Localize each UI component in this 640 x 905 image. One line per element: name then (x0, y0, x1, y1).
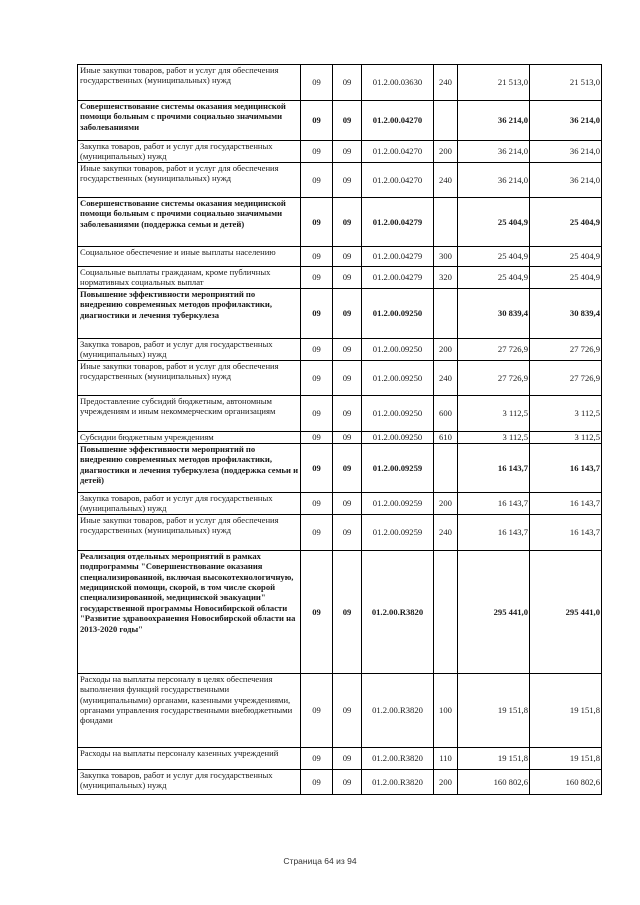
subsection-code: 09 (333, 101, 362, 141)
amount-2: 27 726,9 (530, 360, 602, 395)
amount-1: 16 143,7 (458, 514, 530, 550)
target-article-code: 01.2.00.R3820 (362, 550, 434, 673)
subsection-code: 09 (333, 198, 362, 247)
target-article-code: 01.2.00.09259 (362, 492, 434, 514)
section-code: 09 (301, 673, 333, 747)
expense-name: Социальное обеспечение и иные выплаты населению (78, 247, 301, 267)
expense-name: Повышение эффективности мероприятий по внедрению современных методов профилактики, диагностики и лечения туберкулеза (поддержка семьи и детей) (78, 443, 301, 492)
amount-1: 19 151,8 (458, 673, 530, 747)
target-article-code: 01.2.00.09259 (362, 514, 434, 550)
expense-type-code: 200 (434, 492, 458, 514)
table-row (78, 395, 602, 431)
target-article-code: 01.2.00.04279 (362, 198, 434, 247)
amount-1: 3 112,5 (458, 431, 530, 443)
expense-name: Расходы на выплаты персоналу в целях обеспечения выполнения функций государственными (муниципальными) органами, казенными учреждениями, органами управления государственными внебюджетными фондами (78, 673, 301, 747)
budget-table (77, 64, 602, 795)
section-code: 09 (301, 514, 333, 550)
target-article-code: 01.2.00.04270 (362, 141, 434, 163)
amount-1: 25 404,9 (458, 267, 530, 289)
amount-2: 160 802,6 (530, 769, 602, 794)
subsection-code: 09 (333, 769, 362, 794)
amount-1: 295 441,0 (458, 550, 530, 673)
page-footer: Страница 64 из 94 (283, 856, 357, 866)
table-row (78, 550, 602, 673)
table-row (78, 338, 602, 360)
section-code: 09 (301, 360, 333, 395)
table-row (78, 267, 602, 289)
table-row (78, 198, 602, 247)
expense-type-code (434, 550, 458, 673)
expense-type-code: 600 (434, 395, 458, 431)
target-article-code: 01.2.00.09250 (362, 431, 434, 443)
target-article-code: 01.2.00.R3820 (362, 673, 434, 747)
expense-type-code: 240 (434, 163, 458, 198)
table-row (78, 65, 602, 101)
target-article-code: 01.2.00.09250 (362, 338, 434, 360)
subsection-code: 09 (333, 431, 362, 443)
amount-2: 30 839,4 (530, 288, 602, 338)
section-code: 09 (301, 492, 333, 514)
target-article-code: 01.2.00.03630 (362, 65, 434, 101)
target-article-code: 01.2.00.09250 (362, 360, 434, 395)
subsection-code: 09 (333, 673, 362, 747)
amount-1: 16 143,7 (458, 492, 530, 514)
expense-name: Субсидии бюджетным учреждениям (78, 431, 301, 443)
section-code: 09 (301, 288, 333, 338)
table-row (78, 443, 602, 492)
section-code: 09 (301, 443, 333, 492)
amount-2: 25 404,9 (530, 267, 602, 289)
subsection-code: 09 (333, 395, 362, 431)
section-code: 09 (301, 141, 333, 163)
table-row (78, 247, 602, 267)
amount-2: 19 151,8 (530, 673, 602, 747)
target-article-code: 01.2.00.04279 (362, 247, 434, 267)
expense-type-code: 110 (434, 747, 458, 769)
subsection-code: 09 (333, 65, 362, 101)
expense-name: Расходы на выплаты персоналу казенных учреждений (78, 747, 301, 769)
subsection-code: 09 (333, 247, 362, 267)
amount-1: 36 214,0 (458, 163, 530, 198)
amount-1: 27 726,9 (458, 338, 530, 360)
amount-2: 36 214,0 (530, 141, 602, 163)
amount-2: 3 112,5 (530, 431, 602, 443)
amount-1: 30 839,4 (458, 288, 530, 338)
section-code: 09 (301, 198, 333, 247)
target-article-code: 01.2.00.09250 (362, 395, 434, 431)
amount-1: 36 214,0 (458, 141, 530, 163)
subsection-code: 09 (333, 360, 362, 395)
expense-type-code (434, 443, 458, 492)
expense-type-code: 200 (434, 141, 458, 163)
amount-1: 3 112,5 (458, 395, 530, 431)
expense-name: Совершенствование системы оказания медицинской помощи больным с прочими социально значимыми заболеваниями (поддержка семьи и детей) (78, 198, 301, 247)
section-code: 09 (301, 338, 333, 360)
expense-name: Предоставление субсидий бюджетным, автономным учреждениям и иным некоммерческим организациям (78, 395, 301, 431)
subsection-code: 09 (333, 550, 362, 673)
amount-1: 27 726,9 (458, 360, 530, 395)
amount-1: 160 802,6 (458, 769, 530, 794)
subsection-code: 09 (333, 747, 362, 769)
section-code: 09 (301, 769, 333, 794)
section-code: 09 (301, 431, 333, 443)
table-row (78, 101, 602, 141)
target-article-code: 01.2.00.R3820 (362, 747, 434, 769)
expense-name: Социальные выплаты гражданам, кроме публичных нормативных социальных выплат (78, 267, 301, 289)
expense-type-code: 200 (434, 338, 458, 360)
expense-name: Иные закупки товаров, работ и услуг для обеспечения государственных (муниципальных) нужд (78, 163, 301, 198)
amount-2: 16 143,7 (530, 492, 602, 514)
section-code: 09 (301, 65, 333, 101)
amount-1: 25 404,9 (458, 198, 530, 247)
expense-type-code: 240 (434, 360, 458, 395)
table-row (78, 769, 602, 794)
amount-1: 36 214,0 (458, 101, 530, 141)
section-code: 09 (301, 267, 333, 289)
amount-1: 19 151,8 (458, 747, 530, 769)
subsection-code: 09 (333, 443, 362, 492)
target-article-code: 01.2.00.04270 (362, 163, 434, 198)
table-row (78, 163, 602, 198)
expense-type-code: 100 (434, 673, 458, 747)
amount-2: 19 151,8 (530, 747, 602, 769)
target-article-code: 01.2.00.04279 (362, 267, 434, 289)
expense-name: Реализация отдельных мероприятий в рамках подпрограммы "Совершенствование оказания специализированной, включая высокотехнологичную, медицинской помощи, скорой, в том числе скорой специализированной, медицинской эвакуации" государственной программы Новосибирской области "Развитие здравоохранения Новосибирской области на 2013-2020 годы" (78, 550, 301, 673)
expense-name: Совершенствование системы оказания медицинской помощи больным с прочими социально значимыми заболеваниями (78, 101, 301, 141)
expense-type-code: 320 (434, 267, 458, 289)
amount-2: 295 441,0 (530, 550, 602, 673)
amount-2: 27 726,9 (530, 338, 602, 360)
table-row (78, 673, 602, 747)
expense-type-code (434, 198, 458, 247)
amount-2: 36 214,0 (530, 163, 602, 198)
table-row (78, 288, 602, 338)
amount-2: 25 404,9 (530, 198, 602, 247)
section-code: 09 (301, 163, 333, 198)
amount-2: 36 214,0 (530, 101, 602, 141)
amount-2: 25 404,9 (530, 247, 602, 267)
subsection-code: 09 (333, 141, 362, 163)
section-code: 09 (301, 747, 333, 769)
section-code: 09 (301, 101, 333, 141)
table-row (78, 360, 602, 395)
expense-name: Закупка товаров, работ и услуг для государственных (муниципальных) нужд (78, 338, 301, 360)
amount-2: 21 513,0 (530, 65, 602, 101)
table-row (78, 431, 602, 443)
amount-2: 16 143,7 (530, 514, 602, 550)
table-row (78, 514, 602, 550)
subsection-code: 09 (333, 338, 362, 360)
amount-2: 3 112,5 (530, 395, 602, 431)
expense-name: Иные закупки товаров, работ и услуг для обеспечения государственных (муниципальных) нужд (78, 514, 301, 550)
expense-type-code: 300 (434, 247, 458, 267)
subsection-code: 09 (333, 492, 362, 514)
expense-type-code: 200 (434, 769, 458, 794)
expense-type-code: 610 (434, 431, 458, 443)
expense-name: Повышение эффективности мероприятий по внедрению современных методов профилактики, диагностики и лечения туберкулеза (78, 288, 301, 338)
table-row (78, 747, 602, 769)
target-article-code: 01.2.00.R3820 (362, 769, 434, 794)
amount-2: 16 143,7 (530, 443, 602, 492)
section-code: 09 (301, 550, 333, 673)
section-code: 09 (301, 395, 333, 431)
expense-type-code: 240 (434, 65, 458, 101)
target-article-code: 01.2.00.09250 (362, 288, 434, 338)
expense-type-code (434, 101, 458, 141)
subsection-code: 09 (333, 514, 362, 550)
expense-name: Закупка товаров, работ и услуг для государственных (муниципальных) нужд (78, 492, 301, 514)
subsection-code: 09 (333, 267, 362, 289)
budget-table-body (78, 65, 602, 795)
subsection-code: 09 (333, 163, 362, 198)
table-row (78, 141, 602, 163)
section-code: 09 (301, 247, 333, 267)
target-article-code: 01.2.00.09259 (362, 443, 434, 492)
subsection-code: 09 (333, 288, 362, 338)
target-article-code: 01.2.00.04270 (362, 101, 434, 141)
expense-name: Иные закупки товаров, работ и услуг для обеспечения государственных (муниципальных) нужд (78, 360, 301, 395)
amount-1: 25 404,9 (458, 247, 530, 267)
expense-name: Иные закупки товаров, работ и услуг для обеспечения государственных (муниципальных) нужд (78, 65, 301, 101)
expense-type-code (434, 288, 458, 338)
expense-name: Закупка товаров, работ и услуг для государственных (муниципальных) нужд (78, 141, 301, 163)
amount-1: 21 513,0 (458, 65, 530, 101)
expense-name: Закупка товаров, работ и услуг для государственных (муниципальных) нужд (78, 769, 301, 794)
amount-1: 16 143,7 (458, 443, 530, 492)
table-row (78, 492, 602, 514)
expense-type-code: 240 (434, 514, 458, 550)
